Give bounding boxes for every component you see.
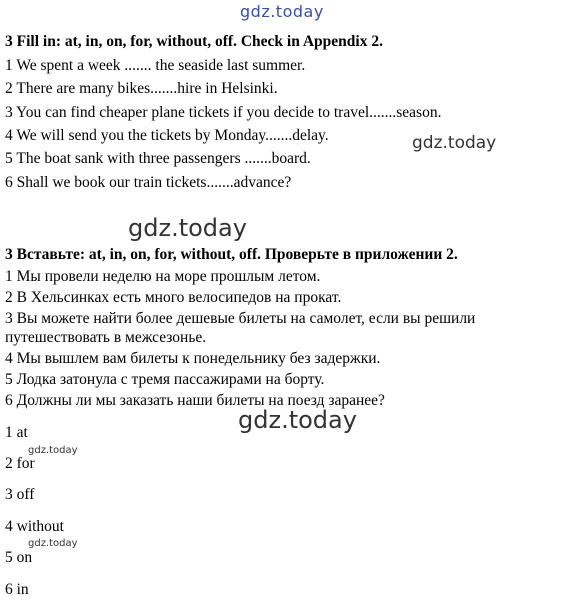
watermark-small-1: gdz.today — [28, 445, 78, 456]
russian-item-3: 3 Вы можете найти более дешевые билеты на самолет, если вы решили — [5, 310, 476, 327]
answer-1: 1 at — [5, 424, 28, 441]
answer-2: 2 for — [5, 455, 35, 472]
english-heading: 3 Fill in: at, in, on, for, without, off. Check in Appendix 2. — [5, 33, 383, 50]
watermark-large-2: gdz.today — [238, 406, 357, 434]
watermark-top: gdz.today — [240, 2, 324, 21]
watermark-small-2: gdz.today — [28, 538, 78, 549]
english-item-1: 1 We spent a week ....... the seaside last summer. — [5, 57, 306, 74]
answer-5: 5 on — [5, 549, 33, 566]
english-item-3: 3 You can find cheaper plane tickets if you decide to travel.......season. — [5, 104, 442, 121]
english-item-4: 4 We will send you the tickets by Monday.......delay. — [5, 127, 329, 144]
watermark-large-1: gdz.today — [128, 214, 247, 242]
answer-4: 4 without — [5, 518, 64, 535]
russian-item-3-continued: путешествовать в межсезонье. — [5, 329, 207, 346]
english-item-2: 2 There are many bikes.......hire in Helsinki. — [5, 80, 278, 97]
watermark-mid: gdz.today — [412, 133, 497, 153]
russian-item-4: 4 Мы вышлем вам билеты к понедельнику без задержки. — [5, 350, 381, 367]
answer-3: 3 off — [5, 486, 35, 503]
russian-item-6: 6 Должны ли мы заказать наши билеты на поезд заранее? — [5, 392, 385, 409]
answer-6: 6 in — [5, 581, 29, 598]
russian-item-1: 1 Мы провели неделю на море прошлым летом. — [5, 268, 321, 285]
russian-item-2: 2 В Хельсинках есть много велосипедов на прокат. — [5, 289, 342, 306]
russian-heading: 3 Вставьте: at, in, on, for, without, off. Проверьте в приложении 2. — [5, 246, 458, 263]
english-item-6: 6 Shall we book our train tickets.......advance? — [5, 174, 292, 191]
russian-item-5: 5 Лодка затонула с тремя пассажирами на борту. — [5, 371, 325, 388]
english-item-5: 5 The boat sank with three passengers .......board. — [5, 150, 311, 167]
